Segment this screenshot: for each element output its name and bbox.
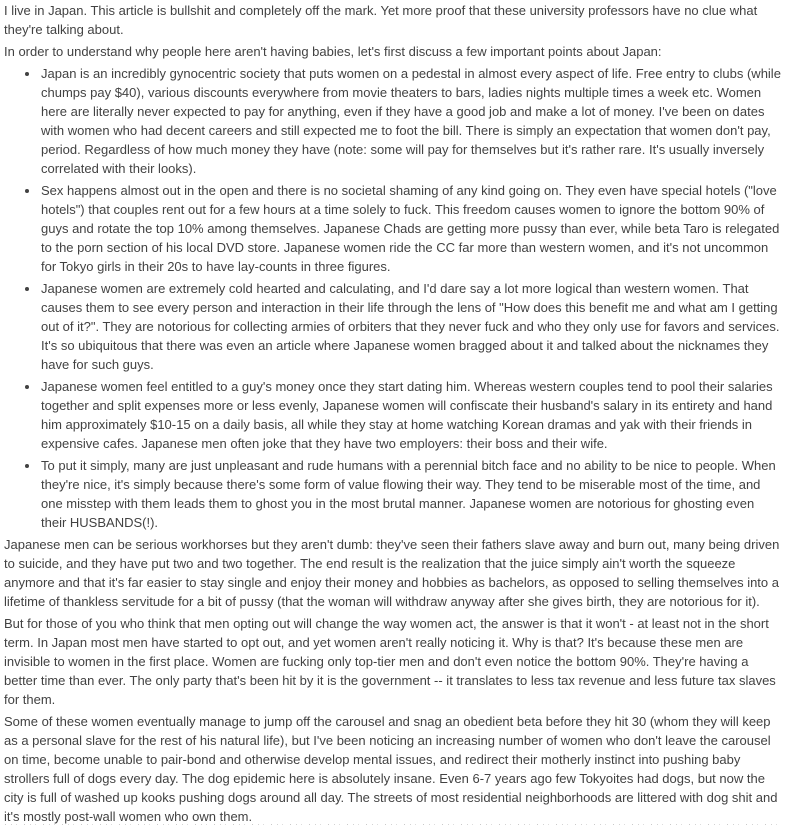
closing-paragraph-2: But for those of you who think that men opting out will change the way women act, the answer is that it won't - at least not in the short term. In Japan most men have started to opt out, and yet women aren't really noticing it. Why is that? It's because these men are invisible to women in the first place. Women are fucking only top-tier men and don't even notice the bottom 90%. They're having a better time than ever. The only party that's been hit by it is the government -- it translates to less tax revenue and less future tax slaves for them. xyxy=(4,616,776,707)
intro-paragraph-2: In order to understand why people here aren't having babies, let's first discuss a few important points about Japan: xyxy=(4,44,662,59)
bullet-item-money-entitlement: • Japanese women feel entitled to a guy's money once they start dating him. Whereas western couples tend to pool their salaries together and split expenses more or less evenly, Japanese women will confiscate their husband's salary in its entirety and hand him approximately $10-15 on a daily basis, all while they stay at home watching Korean dramas and yak with their friends in expensive cafes. Japanese men often joke that they have two employers: their boss and their wife. xyxy=(40,377,781,453)
bullet-item-love-hotels: • Sex happens almost out in the open and there is no societal shaming of any kind going on. They even have special hotels ("love hotels") that couples rent out for a few hours at a time solely to fuck. This freedom causes women to ignore the bottom 90% of guys and rotate the top 10% among themselves. Japanese Chads are getting more pussy than ever, while beta Taro is relegated to the porn section of his local DVD store. Japanese women ride the CC far more than western women, and it's not uncommon for Tokyo girls in their 20s to have lay-counts in three figures. xyxy=(40,181,781,276)
bullet-item-ghosting: • To put it simply, many are just unpleasant and rude humans with a perennial bitch face and no ability to be nice to people. When they're nice, it's simply because there's some form of value flowing their way. They tend to be miserable most of the time, and one misstep with them leads them to ghost you in the most brutal manner. Japanese women are notorious for ghosting even their HUSBANDS(!). xyxy=(40,456,781,532)
bullet-list xyxy=(4,64,781,532)
bullet-item-gynocentric: • Japan is an incredibly gynocentric society that puts women on a pedestal in almost every aspect of life. Free entry to clubs (while chumps pay $40), various discounts everywhere from movie theaters to bars, ladies nights multiple times a week etc. Women here are literally never expected to pay for anything, even if they have a good job and make a lot of money. I've been on dates with women who had decent careers and still expected me to foot the bill. There is simply an expectation that women don't pay, period. Regardless of how much money they have (note: some will pay for themselves but it's rather rare. It's usually inversely correlated with their looks). xyxy=(40,64,781,178)
intro-paragraph-1: I live in Japan. This article is bullshit and completely off the mark. Yet more proof that these university professors have no clue what they're talking about. xyxy=(4,3,758,37)
closing-paragraph-3: Some of these women eventually manage to jump off the carousel and snag an obedient beta before they hit 30 (whom they will keep as a personal slave for the rest of his natural life), but I've been noticing an increasing number of women who don't leave the carousel on time, become unable to pair-bond and otherwise develop mental issues, and redirect their motherly instinct into pushing baby strollers full of dogs every day. The dog epidemic here is absolutely insane. Even 6-7 years ago few Tokyoites had dogs, but now the city is full of washed up kooks pushing dogs around all day. The streets of most residential neighborhoods are littered with dog shit and it's mostly post-wall women who own them. xyxy=(4,714,778,824)
closing-paragraph-1: Japanese men can be serious workhorses but they aren't dumb: they've seen their fathers slave away and burn out, many being driven to suicide, and they have put two and two together. The end result is the realization that the juice simply ain't worth the squeeze anymore and that it's far easier to stay single and enjoy their money and hobbies as bachelors, as opposed to selling themselves into a lifetime of thankless servitude for a bit of pussy (that the woman will withdraw anyway after she gives birth, they are notorious for it). xyxy=(4,537,780,609)
bullet-item-cold-hearted: • Japanese women are extremely cold hearted and calculating, and I'd dare say a lot more logical than western women. That causes them to see every person and interaction in their life through the lens of "How does this benefit me and what am I getting out of it?". They are notorious for collecting armies of orbiters that they never fuck and who they only use for favors and services. It's so ubiquitous that there was even an article where Japanese women bragged about it and talked about the nicknames they have for such guys. xyxy=(40,279,781,374)
